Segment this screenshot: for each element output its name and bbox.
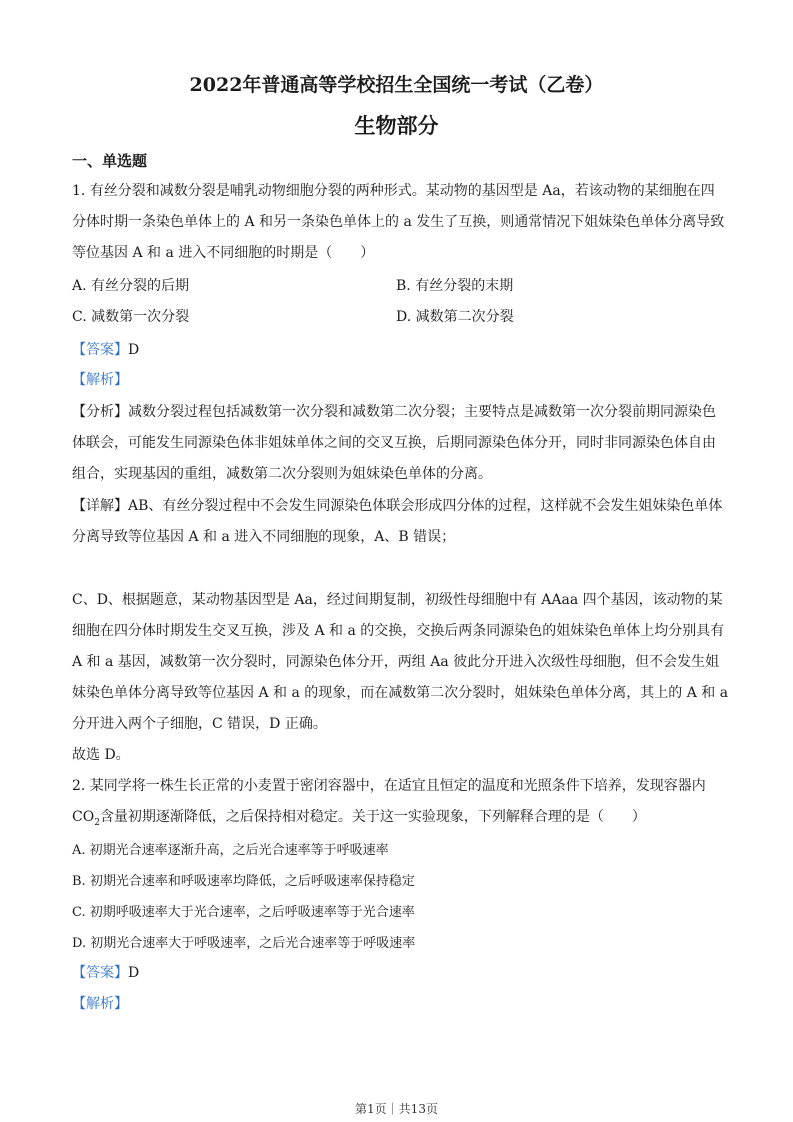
q1-answer: D bbox=[128, 342, 140, 358]
answer-tag: 【答案】 bbox=[72, 342, 128, 358]
q1-stem-line-1: 1. 有丝分裂和减数分裂是哺乳动物细胞分裂的两种形式。某动物的基因型是 Aa，若该动物的某细胞在四 bbox=[72, 183, 715, 199]
q2-stem-line-1: 2. 某同学将一株生长正常的小麦置于密闭容器中，在适宜且恒定的温度和光照条件下培养，发现容器内 bbox=[72, 778, 706, 794]
q1-xiangjie2-line-5: 分开进入两个子细胞，C 错误，D 正确。 bbox=[72, 716, 327, 732]
q1-option-c: C. 减数第一次分裂 bbox=[72, 309, 190, 325]
q1-analysis-tag: 【解析】 bbox=[72, 372, 128, 388]
q1-fenxi-line-2: 体联会，可能发生同源染色体非姐妹单体之间的交叉互换，后期同源染色体分开，同时非同源染色体自由 bbox=[72, 435, 716, 451]
q2-option-a: A. 初期光合速率逐渐升高，之后光合速率等于呼吸速率 bbox=[72, 843, 389, 858]
q2-option-c: C. 初期呼吸速率大于光合速率，之后呼吸速率等于光合速率 bbox=[72, 905, 415, 920]
subject-title: 生物部分 bbox=[354, 113, 439, 138]
q1-option-b: B. 有丝分裂的末期 bbox=[396, 278, 514, 294]
q1-stem-line-3: 等位基因 A 和 a 进入不同细胞的时期是（ ） bbox=[72, 245, 375, 261]
q1-xiangjie2-line-4: 妹染色单体分离导致等位基因 A 和 a 的现象，而在减数第二次分裂时，姐妹染色单体分离，其上的 A 和 a bbox=[72, 685, 729, 701]
q1-xiangjie-line-1 bbox=[72, 495, 722, 515]
q1-xiangjie2-line-3: A 和 a 基因，减数第一次分裂时，同源染色体分开，两组 Aa 彼此分开进入次级性母细胞，但不会发生姐 bbox=[72, 654, 720, 670]
xiangjie-text: AB、有丝分裂过程中不会发生同源染色体联会形成四分体的过程，这样就不会发生姐妹染色单体 bbox=[128, 498, 723, 514]
q1-answer-line bbox=[72, 339, 139, 359]
q2-answer: D bbox=[128, 965, 140, 981]
co2-text: CO bbox=[72, 809, 95, 825]
q1-conclusion: 故选 D。 bbox=[72, 747, 130, 763]
q1-fenxi-line-1 bbox=[72, 401, 716, 421]
q1-xiangjie2-line-2: 细胞在四分体时期发生交叉互换，涉及 A 和 a 的交换，交换后两条同源染色的姐妹染色单体上均分别具有 bbox=[72, 623, 725, 639]
q2-analysis-tag: 【解析】 bbox=[72, 996, 128, 1012]
q1-stem-line-2: 分体时期一条染色单体上的 A 和另一条染色单体上的 a 发生了互换，则通常情况下姐妹染色单体分离导致 bbox=[72, 214, 725, 230]
page-footer: 第1页｜共13页 bbox=[355, 1102, 438, 1116]
xiangjie-tag: 【详解】 bbox=[72, 498, 128, 514]
q2-stem-line-2 bbox=[72, 806, 646, 828]
section-heading: 一、单选题 bbox=[72, 152, 148, 170]
fenxi-tag: 【分析】 bbox=[72, 404, 128, 420]
co2-subscript: 2 bbox=[94, 817, 100, 828]
answer-tag: 【答案】 bbox=[72, 965, 128, 981]
q2-option-b: B. 初期光合速率和呼吸速率均降低，之后呼吸速率保持稳定 bbox=[72, 874, 415, 889]
q1-xiangjie2-line-1: C、D、根据题意，某动物基因型是 Aa，经过间期复制，初级性母细胞中有 AAaa 四个基因，该动物的某 bbox=[72, 592, 723, 608]
q1-fenxi-line-3: 组合，实现基因的重组，减数第二次分裂则为姐妹染色单体的分离。 bbox=[72, 466, 492, 482]
q1-option-a: A. 有丝分裂的后期 bbox=[72, 278, 190, 294]
q1-xiangjie-line-2: 分离导致等位基因 A 和 a 进入不同细胞的现象，A、B 错误； bbox=[72, 529, 456, 545]
q1-option-d: D. 减数第二次分裂 bbox=[396, 309, 514, 325]
fenxi-text: 减数分裂过程包括减数第一次分裂和减数第二次分裂；主要特点是减数第一次分裂前期同源染色 bbox=[128, 404, 716, 420]
q2-answer-line bbox=[72, 962, 139, 982]
exam-title: 2022年普通高等学校招生全国统一考试（乙卷） bbox=[189, 74, 604, 96]
q2-option-d: D. 初期光合速率大于呼吸速率，之后光合速率等于呼吸速率 bbox=[72, 936, 416, 951]
q2-stem-rest: 含量初期逐渐降低，之后保持相对稳定。关于这一实验现象，下列解释合理的是（ ） bbox=[99, 809, 646, 825]
